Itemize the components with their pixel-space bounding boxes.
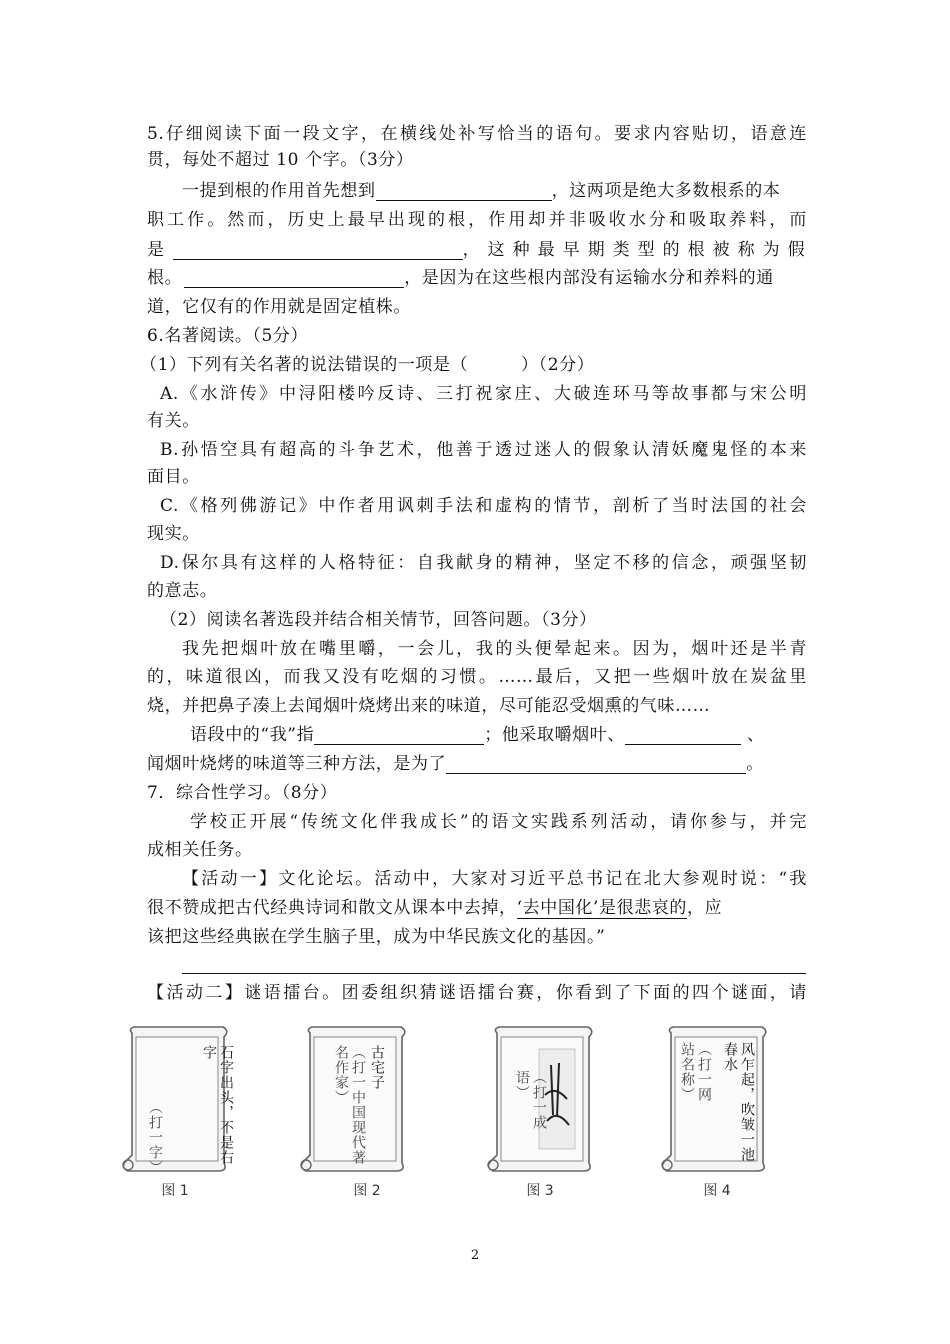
q7-intro-2: 成相关任务。	[147, 840, 253, 860]
figure-2-caption: 图 2	[353, 1183, 381, 1199]
riddle-3-hint: （打一成语）	[514, 1070, 547, 1130]
q6-blank-1[interactable]	[314, 726, 484, 745]
q5-blank-2[interactable]	[173, 241, 463, 260]
riddle-2-hint: （打一中国现代著名作家）	[333, 1045, 366, 1165]
q6-excerpt-1: 我先把烟叶放在嘴里嚼，一会儿，我的头便晕起来。因为，烟叶还是半青	[182, 639, 807, 659]
q6-option-c: C.《格列佛游记》中作者用讽刺手法和虚构的情节，剖析了当时法国的社会	[160, 496, 807, 516]
q6-text: ；他采取嚼烟叶、	[484, 725, 625, 745]
q6-question-line1	[190, 725, 807, 745]
q6-excerpt-2: 的，味道很凶，而我又没有吃烟的习惯。……最后，又把一些烟叶放在炭盆里	[147, 667, 807, 687]
q5-text: ，这种最早期类型的根被称为假	[462, 240, 813, 260]
q5-title: 5.仔细阅读下面一段文字，在横线处补写恰当的语句。要求内容贴切，语意连	[147, 124, 807, 144]
q5-text: ，是因为在这些根内部没有运输水分和养料的通	[404, 268, 774, 288]
riddle-2-text: 古宅子	[369, 1045, 385, 1090]
q7-activity1-line2	[147, 898, 807, 918]
q7-activity1-line1: 【活动一】文化论坛。活动中，大家对习近平总书记在北大参观时说：“我	[182, 869, 807, 889]
q5-para-line5: 道，它仅有的作用就是固定植株。	[147, 297, 411, 317]
answer-line[interactable]	[182, 973, 806, 974]
q5-text: 是	[147, 240, 165, 260]
q6-option-a-cont: 有关。	[147, 411, 200, 431]
q6-option-d-cont: 的意志。	[147, 581, 218, 601]
riddle-4-hint: （打一网站名称）	[679, 1042, 712, 1102]
q6-option-b-cont: 面目。	[147, 467, 200, 487]
riddle-1-text: 石字出头，不是右字	[201, 1045, 234, 1165]
q6-blank-2[interactable]	[625, 726, 741, 745]
q6-question-line2	[147, 754, 807, 774]
q6-option-c-cont: 现实。	[147, 524, 200, 544]
figure-4-caption: 图 4	[703, 1183, 731, 1199]
q5-para-line4	[147, 268, 807, 288]
q5-blank-1[interactable]	[376, 182, 552, 201]
riddle-1-hint: （打一字）	[147, 1100, 163, 1175]
q7-activity2: 【活动二】谜语擂台。团委组织猜谜语擂台赛，你看到了下面的四个谜面，请	[147, 983, 807, 1003]
q7-intro-1: 学校正开展“传统文化伴我成长”的语文实践系列活动，请你参与，并完	[190, 812, 807, 832]
q6-sub1: （1）下列有关名著的说法错误的一项是（ ）（2分）	[140, 355, 595, 375]
q6-sub2: （2）阅读名著选段并结合相关情节，回答问题。（3分）	[160, 610, 597, 630]
q5-text: 根。	[147, 268, 183, 288]
q7-activity1-line3: 该把这些经典嵌在学生脑子里，成为中华民族文化的基因。”	[147, 927, 606, 947]
q7-text: 很不赞成把古代经典诗词和散文从课本中去掉，	[147, 898, 517, 918]
q6-option-d: D.保尔具有这样的人格特征：自我献身的精神，坚定不移的信念，顽强坚韧	[160, 553, 807, 573]
q5-para-line2: 职工作。然而，历史上最早出现的根，作用却并非吸收水分和吸取养料，而	[147, 210, 807, 230]
q6-option-b: B.孙悟空具有超高的斗争艺术，他善于透过迷人的假象认清妖魔鬼怪的本来	[160, 440, 807, 460]
q6-text: 语段中的“我”指	[190, 725, 315, 745]
q5-blank-3[interactable]	[184, 269, 404, 288]
page-number: 2	[470, 1248, 480, 1263]
q5-para-line1	[147, 181, 807, 201]
q5-text: 一提到根的作用首先想到	[182, 181, 376, 201]
q6-text: 闻烟叶烧烤的味道等三种方法，是为了	[147, 754, 447, 774]
q6-text: 、	[747, 725, 765, 745]
q6-option-a: A.《水浒传》中浔阳楼吟反诗、三打祝家庄、大破连环马等故事都与宋公明	[160, 384, 807, 404]
q6-blank-3[interactable]	[446, 755, 746, 774]
q6-title: 6.名著阅读。（5分）	[147, 326, 309, 346]
q5-title-cont: 贯，每处不超过 10 个字。（3分）	[147, 150, 414, 170]
q6-text: 。	[746, 754, 764, 774]
q5-text: ，这两项是绝大多数根系的本	[551, 181, 781, 201]
figure-1-caption: 图 1	[161, 1183, 189, 1199]
q7-underlined-quote: ‘去中国化’是很悲哀的	[516, 898, 688, 918]
q7-title: 7．综合性学习。（8分）	[147, 783, 338, 803]
q5-para-line3	[147, 240, 813, 260]
q7-text: ，应	[687, 898, 723, 918]
q6-excerpt-3: 烧，并把鼻子凑上去闻烟叶烧烤出来的味道，尽可能忍受烟熏的气味……	[147, 696, 711, 716]
figure-3-caption: 图 3	[526, 1183, 554, 1199]
riddle-4-text: 风乍起，吹皱一池春水	[722, 1042, 755, 1162]
